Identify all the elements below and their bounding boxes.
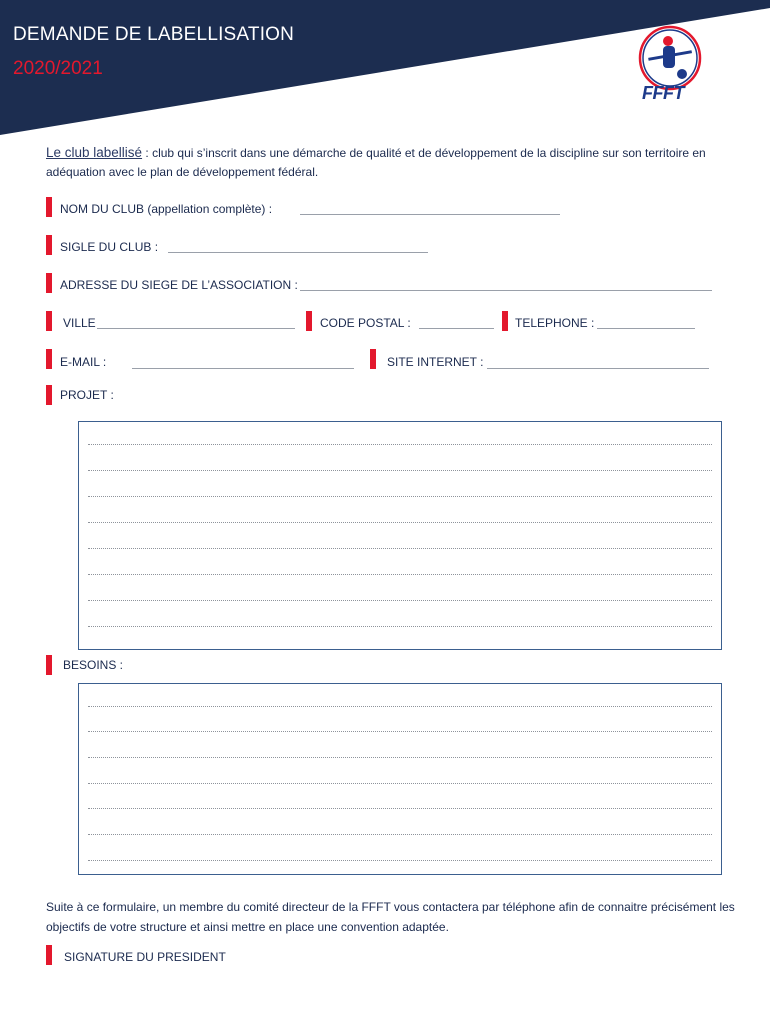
- section-marker: [46, 273, 52, 293]
- needs-textarea[interactable]: [78, 683, 722, 875]
- section-marker: [46, 311, 52, 331]
- email-input[interactable]: [132, 368, 354, 369]
- address-input[interactable]: [300, 290, 712, 291]
- club-name-input[interactable]: [300, 214, 560, 215]
- needs-label: BESOINS :: [63, 658, 124, 672]
- intro-paragraph: [46, 143, 736, 182]
- section-marker: [46, 385, 52, 405]
- postal-code-label: CODE POSTAL :: [320, 316, 411, 330]
- postal-code-input[interactable]: [419, 328, 494, 329]
- intro-text: : club qui s’inscrit dans une démarche de qualité et de développement de la discipline sur son territoire en adéquation avec le plan de développement fédéral.: [46, 146, 706, 179]
- city-label: VILLE: [63, 316, 96, 330]
- phone-input[interactable]: [597, 328, 695, 329]
- section-marker: [46, 945, 52, 965]
- section-marker: [46, 349, 52, 369]
- phone-label: TELEPHONE :: [515, 316, 595, 330]
- page-title: DEMANDE DE LABELLISATION: [13, 24, 295, 45]
- section-marker: [46, 235, 52, 255]
- signature-label: SIGNATURE DU PRESIDENT: [64, 950, 226, 964]
- logo-text: FFFT: [642, 83, 684, 103]
- section-marker: [46, 655, 52, 675]
- section-marker: [46, 197, 52, 217]
- section-marker: [370, 349, 376, 369]
- city-input[interactable]: [97, 328, 295, 329]
- footer-note: Suite à ce formulaire, un membre du comité directeur de la FFFT vous contactera par téléphone afin de connaitre précisément les objectifs de votre structure et ainsi mettre en place une convention adaptée.: [46, 900, 735, 934]
- address-label: ADRESSE DU SIEGE DE L’ASSOCIATION :: [60, 278, 298, 292]
- club-acronym-input[interactable]: [168, 252, 428, 253]
- season-year: 2020/2021: [13, 58, 103, 79]
- club-acronym-label: SIGLE DU CLUB :: [60, 240, 159, 254]
- project-label: PROJET :: [60, 388, 114, 402]
- intro-term: Le club labellisé: [46, 145, 143, 160]
- section-marker: [306, 311, 312, 331]
- club-name-label: NOM DU CLUB (appellation complète) :: [60, 202, 273, 216]
- website-input[interactable]: [487, 368, 709, 369]
- website-label: SITE INTERNET :: [387, 355, 484, 369]
- section-marker: [502, 311, 508, 331]
- project-textarea[interactable]: [78, 421, 722, 650]
- email-label: E-MAIL :: [60, 355, 107, 369]
